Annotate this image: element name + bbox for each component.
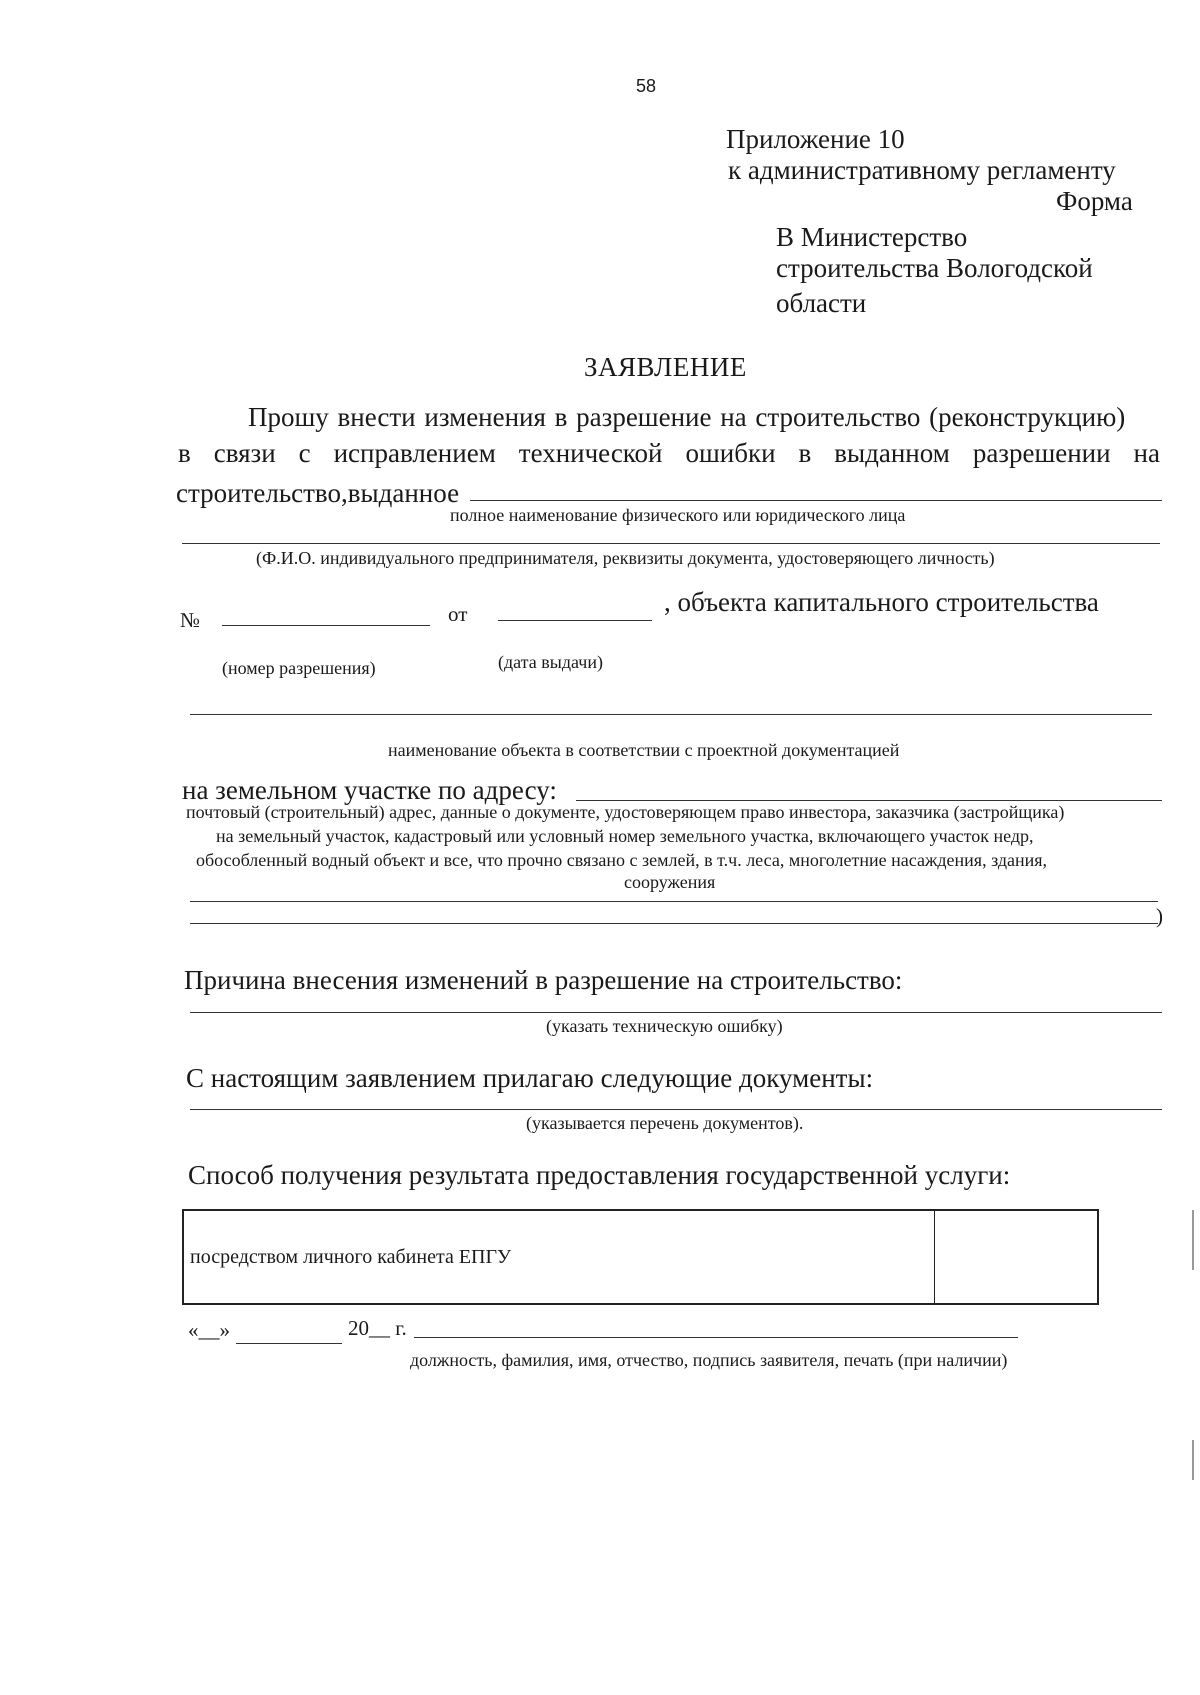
address-hint-line-3: обособленный водный объект и все, что прочно связано с землей, в т.ч. леса, многолетние насаждения, здания, — [196, 850, 1048, 870]
document-title: ЗАЯВЛЕНИЕ — [584, 352, 747, 382]
from-label: от — [448, 602, 468, 626]
issued-to-line[interactable] — [470, 500, 1162, 501]
result-method-table — [182, 1209, 1099, 1305]
form-label: Форма — [1056, 186, 1133, 216]
hint-issue-date: (дата выдачи) — [498, 652, 603, 672]
address-hint-line-1: почтовый (строительный) адрес, данные о документе, удостоверяющем право инвестора, заказчика (застройщика) — [186, 802, 1065, 822]
address-line[interactable] — [576, 800, 1162, 801]
result-option-checkbox[interactable] — [935, 1210, 1098, 1304]
date-open: «__» — [188, 1318, 230, 1342]
issue-date-line[interactable] — [498, 620, 652, 621]
regulation-label: к административному регламенту — [728, 155, 1116, 185]
recipient-line-2: строительства Вологодской — [776, 253, 1093, 283]
hint-person-details: (Ф.И.О. индивидуального предпринимателя, реквизиты документа, удостоверяющего личность) — [256, 548, 995, 568]
hint-object-name: наименование объекта в соответствии с проектной документацией — [388, 740, 900, 760]
appendix-label: Приложение 10 — [726, 124, 905, 154]
year-label: 20__ г. — [348, 1316, 407, 1340]
hint-entity-name: полное наименование физического или юридического лица — [450, 505, 906, 525]
address-extra-line-1[interactable] — [190, 901, 1158, 902]
result-option-label: посредством личного кабинета ЕПГУ — [183, 1210, 935, 1304]
month-line[interactable] — [236, 1343, 342, 1344]
method-heading: Способ получения результата предоставления государственной услуги: — [188, 1160, 1011, 1190]
result-method-row — [183, 1210, 1098, 1304]
object-text: , объекта капитального строительства — [664, 587, 1099, 617]
request-line-2: в связи с исправлением технической ошибки в выданном разрешении на — [178, 438, 1160, 468]
page-number: 58 — [636, 76, 657, 96]
reason-hint: (указать техническую ошибку) — [546, 1016, 783, 1036]
hint-permit-number: (номер разрешения) — [222, 658, 376, 678]
docs-hint: (указывается перечень документов). — [526, 1113, 804, 1133]
applicant-details-line[interactable] — [182, 543, 1160, 544]
permit-number-line[interactable] — [222, 625, 430, 626]
address-hint-line-4: сооружения — [624, 872, 716, 892]
closing-paren: ) — [1156, 904, 1163, 928]
signature-hint: должность, фамилия, имя, отчество, подпись заявителя, печать (при наличии) — [410, 1350, 1008, 1370]
request-line-3: строительство,выданное — [176, 478, 460, 508]
request-line-1: Прошу внести изменения в разрешение на строительство (реконструкцию) — [248, 402, 1126, 432]
scan-edge-mark — [1192, 1440, 1194, 1480]
recipient-line-1: В Министерство — [776, 222, 968, 252]
scan-edge-mark — [1192, 1210, 1194, 1270]
reason-line[interactable] — [190, 1012, 1162, 1013]
docs-heading: С настоящим заявлением прилагаю следующие документы: — [186, 1063, 874, 1093]
object-name-line[interactable] — [190, 714, 1152, 715]
address-hint-line-2: на земельный участок, кадастровый или условный номер земельного участка, включающего участок недр, — [216, 826, 1034, 846]
recipient-line-3: области — [776, 288, 867, 318]
docs-line[interactable] — [190, 1109, 1162, 1110]
signature-line[interactable] — [414, 1337, 1018, 1338]
address-extra-line-2[interactable] — [190, 923, 1158, 924]
number-sign: № — [180, 608, 201, 632]
land-plot-label: на земельном участке по адресу: — [182, 775, 557, 805]
reason-heading: Причина внесения изменений в разрешение на строительство: — [184, 965, 903, 995]
